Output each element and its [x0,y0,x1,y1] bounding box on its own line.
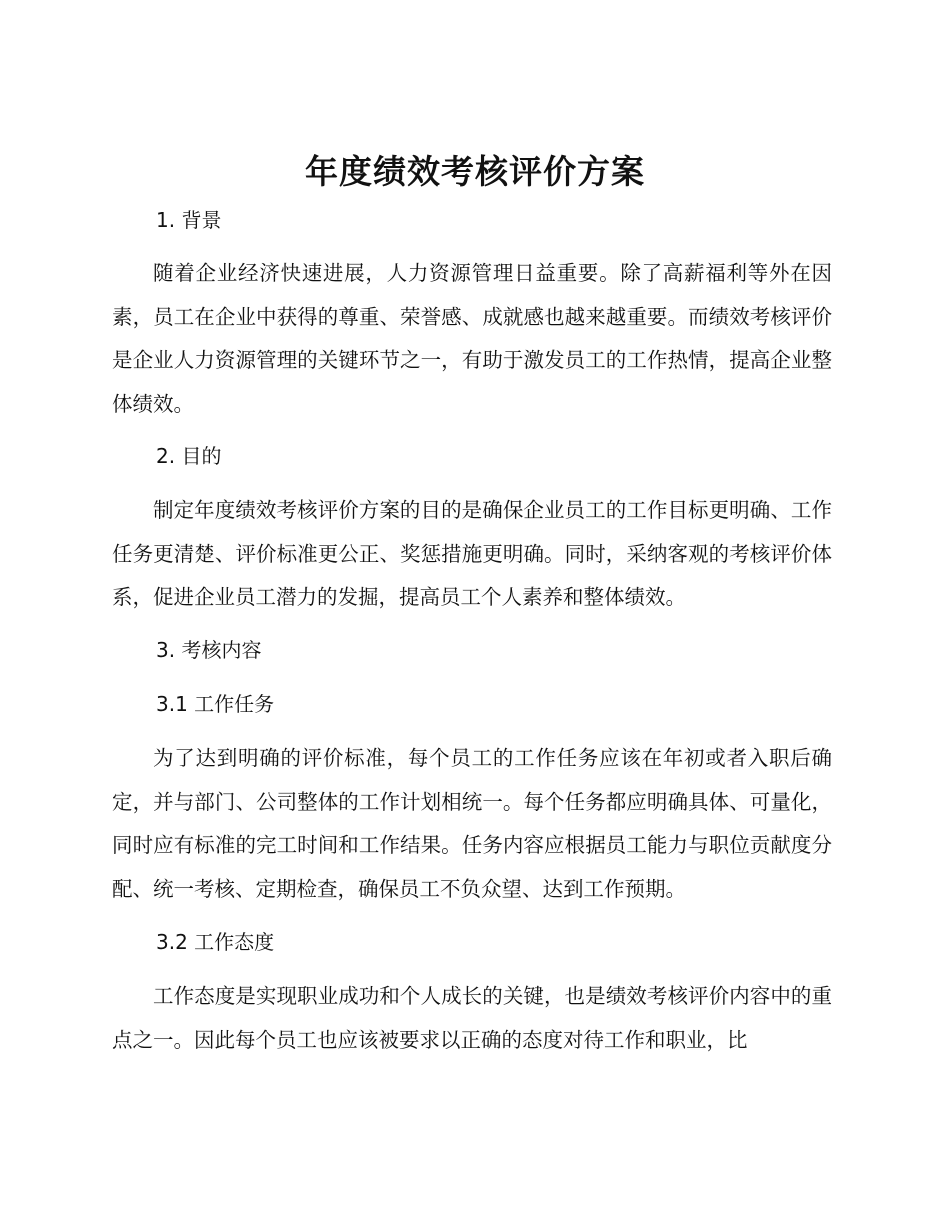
section-heading-work-attitude: 3.2 工作态度 [156,930,275,954]
document-title: 年度绩效考核评价方案 [305,152,645,191]
section-heading-work-tasks: 3.1 工作任务 [156,692,275,716]
section-heading-content: 3. 考核内容 [156,638,262,662]
section-paragraph-purpose: 制定年度绩效考核评价方案的目的是确保企业员工的工作目标更明确、工作任务更清楚、评价标准更公正、奖惩措施更明确。同时，采纳客观的考核评价体系，促进企业员工潜力的发掘，提高员工个人素养和整体绩效。 [112,498,832,609]
section-heading-background: 1. 背景 [156,208,222,232]
section-heading-purpose: 2. 目的 [156,444,222,468]
section-paragraph-background: 随着企业经济快速进展，人力资源管理日益重要。除了高薪福利等外在因素，员工在企业中获得的尊重、荣誉感、成就感也越来越重要。而绩效考核评价是企业人力资源管理的关键环节之一，有助于激发员工的工作热情，提高企业整体绩效。 [112,261,832,416]
section-paragraph-work-tasks: 为了达到明确的评价标准，每个员工的工作任务应该在年初或者入职后确定，并与部门、公司整体的工作计划相统一。每个任务都应明确具体、可量化，同时应有标准的完工时间和工作结果。任务内容应根据员工能力与职位贡献度分配、统一考核、定期检查，确保员工不负众望、达到工作预期。 [112,746,832,901]
section-paragraph-work-attitude: 工作态度是实现职业成功和个人成长的关键，也是绩效考核评价内容中的重点之一。因此每个员工也应该被要求以正确的态度对待工作和职业，比 [112,984,832,1052]
